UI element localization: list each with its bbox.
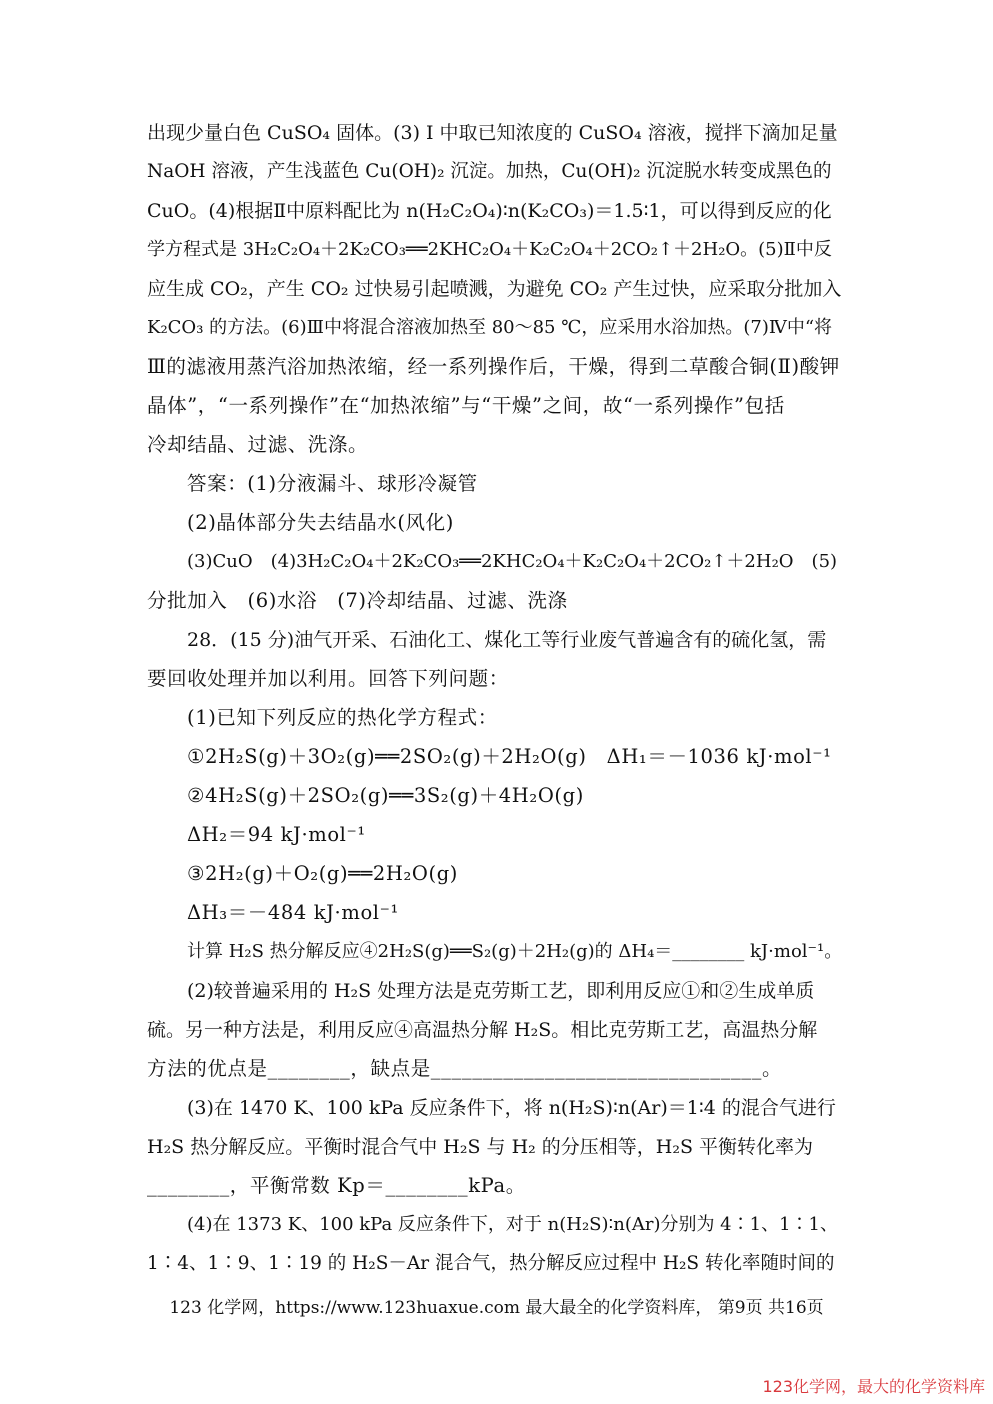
question-line: (1)已知下列反应的热化学方程式： — [187, 706, 498, 729]
text-line: 应生成 CO₂，产生 CO₂ 过快易引起喷溅，为避免 CO₂ 产生过快，应采取分批加入 — [147, 278, 842, 300]
page-footer: 123 化学网，https://www.123huaxue.com 最大最全的化学资料库， 第9页 共16页 — [169, 1298, 824, 1318]
equation-line: ΔH₂＝94 kJ·mol⁻¹ — [187, 823, 366, 846]
text-line: 学方程式是 3H₂C₂O₄＋2K₂CO₃══2KHC₂O₄＋K₂C₂O₄＋2CO₂↑＋2H₂O。(5)Ⅱ中反 — [147, 239, 832, 260]
question-line: (2)较普遍采用的 H₂S 处理方法是克劳斯工艺，即利用反应①和②生成单质 — [187, 980, 815, 1002]
text-line: 冷却结晶、过滤、洗涤。 — [147, 433, 369, 456]
question-line: H₂S 热分解反应。平衡时混合气中 H₂S 与 H₂ 的分压相等，H₂S 平衡转化率为 — [147, 1136, 814, 1158]
equation-line: ③2H₂(g)＋O₂(g)══2H₂O(g) — [187, 862, 459, 885]
question-line: 方法的优点是________，缺点是________________________________。 — [147, 1057, 783, 1080]
question-line: (4)在 1373 K、100 kPa 反应条件下，对于 n(H₂S)∶n(Ar)分别为 4∶1、1∶1、 — [187, 1214, 838, 1235]
text-line: NaOH 溶液，产生浅蓝色 Cu(OH)₂ 沉淀。加热，Cu(OH)₂ 沉淀脱水转变成黑色的 — [147, 161, 832, 182]
question-line: 28．(15 分)油气开采、石油化工、煤化工等行业废气普遍含有的硫化氢，需 — [187, 629, 827, 651]
equation-line: ΔH₃＝－484 kJ·mol⁻¹ — [187, 901, 399, 924]
question-line: 计算 H₂S 热分解反应④2H₂S(g)══S₂(g)＋2H₂(g)的 ΔH₄＝________ kJ·mol⁻¹。 — [187, 941, 843, 962]
text-line: Ⅲ的滤液用蒸汽浴加热浓缩，经一系列操作后，干燥，得到二草酸合铜(Ⅱ)酸钾 — [147, 355, 840, 378]
answer-line: 分批加入 (6)水浴 (7)冷却结晶、过滤、洗涤 — [147, 589, 568, 612]
question-line: ________，平衡常数 Kp＝________kPa。 — [147, 1174, 526, 1197]
text-line: CuO。(4)根据Ⅱ中原料配比为 n(H₂C₂O₄)∶n(K₂CO₃)＝1.5∶1，可以得到反应的化 — [147, 200, 832, 222]
answer-line: (3)CuO (4)3H₂C₂O₄＋2K₂CO₃══2KHC₂O₄＋K₂C₂O₄＋2CO₂↑＋2H₂O (5) — [187, 551, 838, 572]
question-line: 要回收处理并加以利用。回答下列问题： — [147, 667, 509, 690]
question-line: (3)在 1470 K、100 kPa 反应条件下，将 n(H₂S)∶n(Ar)＝1∶4 的混合气进行 — [187, 1097, 836, 1119]
question-line: 1∶4、1∶9、1∶19 的 H₂S－Ar 混合气，热分解反应过程中 H₂S 转化率随时间的 — [147, 1253, 835, 1274]
text-line: 晶体”，“一系列操作”在“加热浓缩”与“干燥”之间，故“一系列操作”包括 — [147, 394, 785, 417]
site-watermark: 123化学网，最大的化学资料库 — [762, 1377, 985, 1396]
equation-line: ①2H₂S(g)＋3O₂(g)══2SO₂(g)＋2H₂O(g) ΔH₁＝－1036 kJ·mol⁻¹ — [187, 745, 832, 768]
question-line: 硫。另一种方法是，利用反应④高温热分解 H₂S。相比克劳斯工艺，高温热分解 — [147, 1019, 818, 1041]
answer-line: 答案：(1)分液漏斗、球形冷凝管 — [187, 472, 478, 495]
text-line: 出现少量白色 CuSO₄ 固体。(3) Ⅰ 中取已知浓度的 CuSO₄ 溶液，搅拌下滴加足量 — [147, 122, 838, 144]
text-line: K₂CO₃ 的方法。(6)Ⅲ中将混合溶液加热至 80～85 ℃，应采用水浴加热。(7)Ⅳ中“将 — [147, 317, 833, 338]
equation-line: ②4H₂S(g)＋2SO₂(g)══3S₂(g)＋4H₂O(g) — [187, 784, 584, 807]
answer-line: (2)晶体部分失去结晶水(风化) — [187, 511, 454, 534]
